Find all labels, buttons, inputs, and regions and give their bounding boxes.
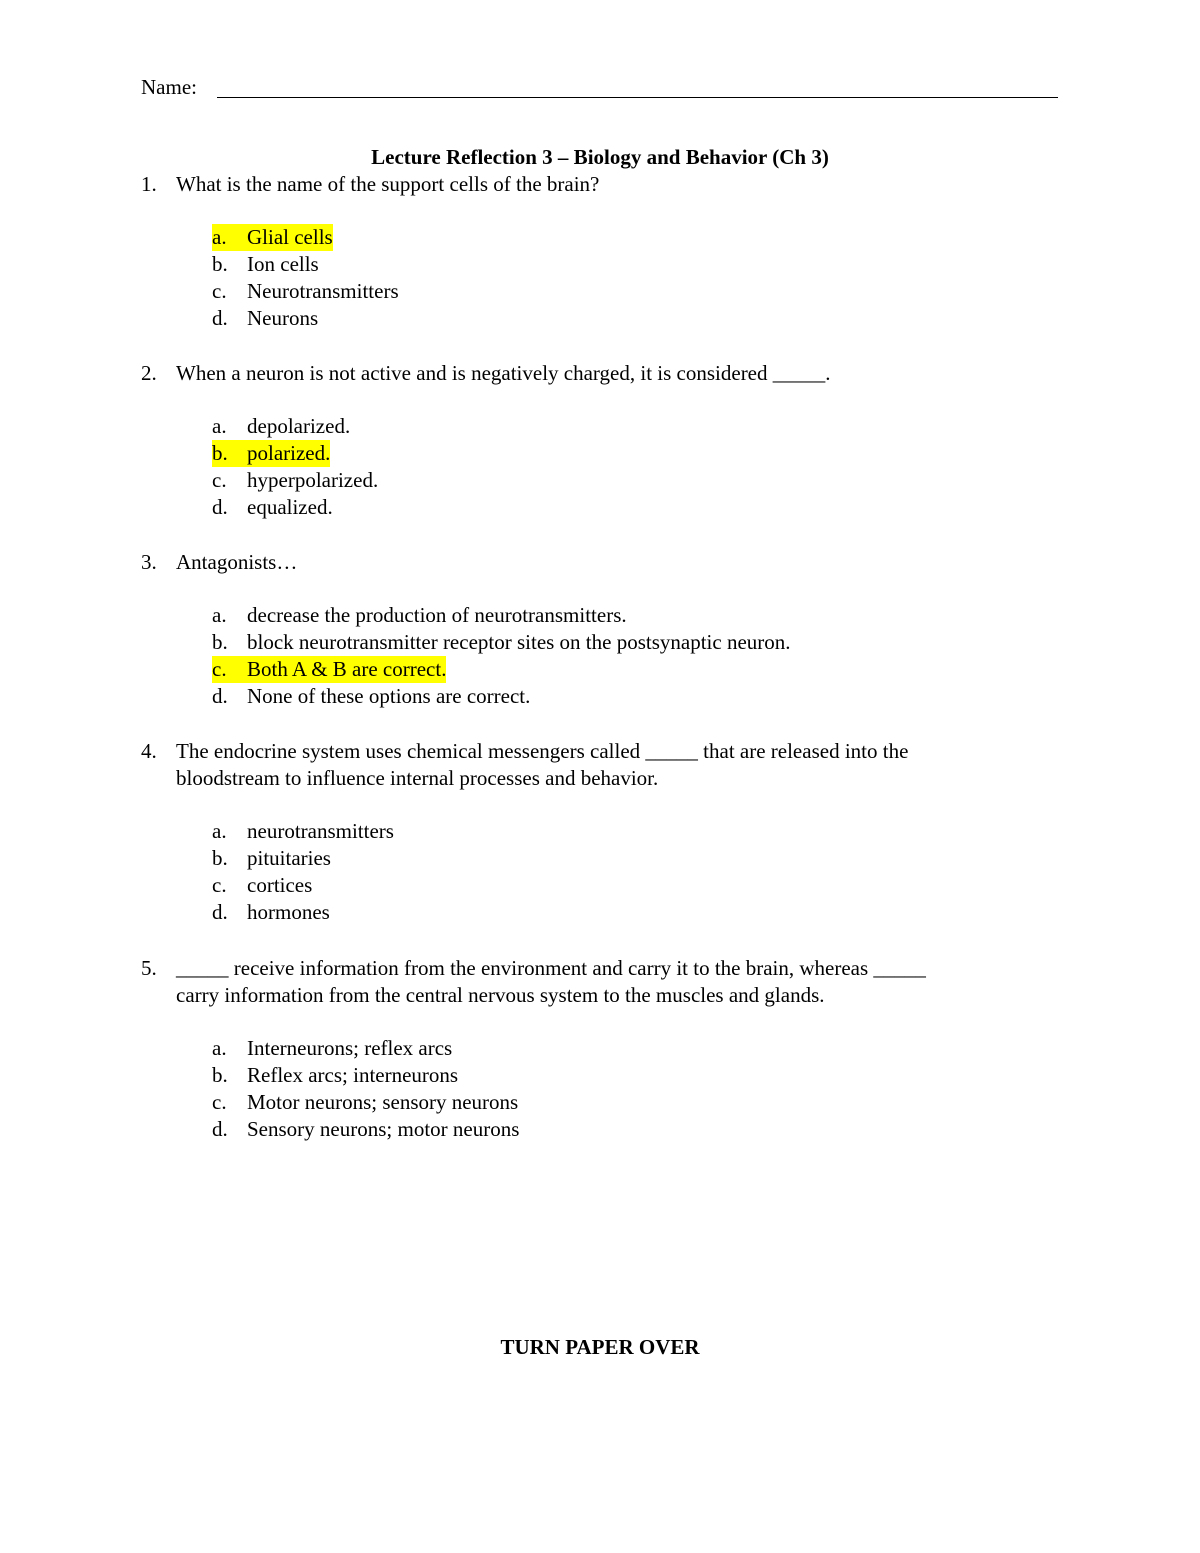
question-3 [141,549,1021,710]
question-4 [141,738,1021,926]
option-text: Both A & B are correct. [247,657,447,681]
option-c [212,278,1021,305]
option-text: hyperpolarized. [247,468,379,492]
option-letter: b. [212,630,228,654]
option-letter: d. [212,900,228,924]
option-text: None of these options are correct. [247,684,531,708]
option-letter: a. [212,1036,227,1060]
option-letter: c. [212,279,227,303]
option-text: equalized. [247,495,333,519]
option-b [212,251,1021,278]
option-c [212,1089,1021,1116]
option-letter: d. [212,306,228,330]
question-text-continued [141,982,1021,1009]
option-d [212,494,1021,521]
option-letter: b. [212,252,228,276]
name-underline [217,97,1058,98]
option-letter: c. [212,873,227,897]
question-text [141,360,1021,387]
option-letter: d. [212,495,228,519]
option-text: Neurotransmitters [247,279,399,303]
option-text: Glial cells [247,225,333,249]
option-text: Reflex arcs; interneurons [247,1063,459,1087]
option-letter: a. [212,414,227,438]
question-number: 1. [141,172,157,196]
question-text [141,171,1021,198]
question-number: 3. [141,550,157,574]
question-line: Antagonists… [176,550,298,574]
question-number: 4. [141,739,157,763]
option-b [212,1062,1021,1089]
option-list [141,602,1021,710]
question-line: What is the name of the support cells of the brain? [176,172,600,196]
option-text: polarized. [247,441,331,465]
option-letter: c. [212,468,227,492]
option-c [212,656,1021,683]
option-text: cortices [247,873,313,897]
option-text: Ion cells [247,252,319,276]
question-line: bloodstream to influence internal processes and behavior. [176,766,659,790]
question-text [141,738,1021,765]
option-d [212,1116,1021,1143]
question-text [141,955,1021,982]
option-a [212,818,1021,845]
question-text-continued [141,765,1021,792]
option-b [212,845,1021,872]
option-text: Sensory neurons; motor neurons [247,1117,520,1141]
option-list [141,1035,1021,1143]
option-text: pituitaries [247,846,331,870]
option-list [141,224,1021,332]
option-letter: a. [212,603,227,627]
option-letter: d. [212,1117,228,1141]
question-number: 5. [141,956,157,980]
option-text: Interneurons; reflex arcs [247,1036,453,1060]
option-list [141,818,1021,926]
option-list [141,413,1021,521]
option-d [212,899,1021,926]
option-text: depolarized. [247,414,351,438]
question-number: 2. [141,361,157,385]
option-a [212,413,1021,440]
option-letter: d. [212,684,228,708]
question-line: _____ receive information from the environment and carry it to the brain, whereas _____ [176,956,926,980]
question-line: carry information from the central nervous system to the muscles and glands. [176,983,825,1007]
option-letter: a. [212,225,227,249]
option-c [212,872,1021,899]
question-2 [141,360,1021,521]
question-1 [141,171,1021,332]
name-label: Name: [141,75,197,99]
option-letter: a. [212,819,227,843]
option-text: neurotransmitters [247,819,394,843]
question-text [141,549,1021,576]
option-a [212,602,1021,629]
question-line: The endocrine system uses chemical messengers called _____ that are released into the [176,739,909,763]
question-5 [141,955,1021,1143]
option-letter: b. [212,441,228,465]
option-text: decrease the production of neurotransmitters. [247,603,627,627]
option-text: block neurotransmitter receptor sites on the postsynaptic neuron. [247,630,791,654]
page-title: Lecture Reflection 3 – Biology and Behavior (Ch 3) [371,145,829,169]
option-a [212,1035,1021,1062]
name-field [141,74,1058,100]
option-d [212,305,1021,332]
option-letter: b. [212,1063,228,1087]
option-b [212,629,1021,656]
question-line: When a neuron is not active and is negatively charged, it is considered _____. [176,361,831,385]
option-text: hormones [247,900,330,924]
option-d [212,683,1021,710]
option-letter: b. [212,846,228,870]
option-a [212,224,1021,251]
option-text: Motor neurons; sensory neurons [247,1090,519,1114]
option-letter: c. [212,1090,227,1114]
option-text: Neurons [247,306,319,330]
option-c [212,467,1021,494]
option-letter: c. [212,657,227,681]
turn-paper-over-note: TURN PAPER OVER [500,1335,700,1359]
option-b [212,440,1021,467]
